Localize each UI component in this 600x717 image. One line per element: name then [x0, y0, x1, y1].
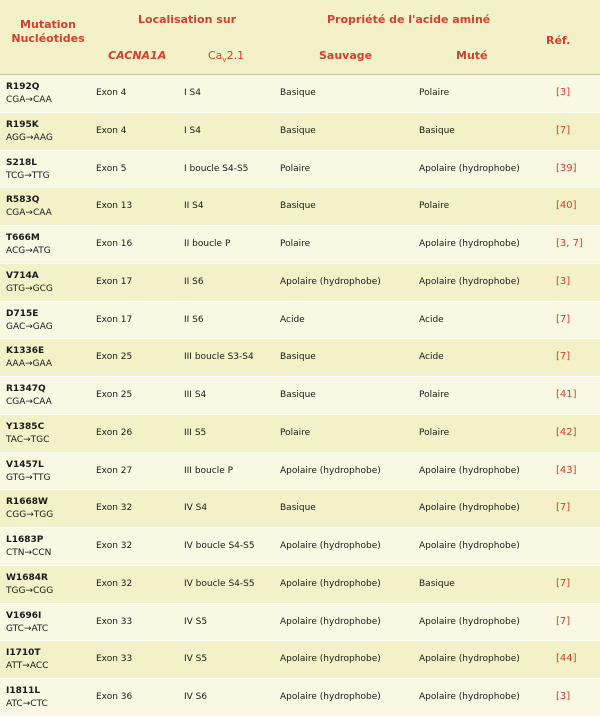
exon-cell: Exon 26 [96, 427, 133, 438]
location-cell: III boucle S3-S4 [184, 352, 254, 363]
table-row [0, 226, 600, 264]
mutation-cell: I1710T [6, 648, 41, 659]
location-cell: III boucle P [184, 465, 234, 476]
table-row [0, 528, 600, 566]
mutant-cell: Basique [419, 125, 455, 136]
table-row [0, 679, 600, 717]
wild-type-cell: Apolaire (hydrophobe) [280, 465, 381, 476]
nucleotide-cell: ACG→ATG [6, 246, 51, 256]
header-sauvage: Sauvage [319, 49, 373, 62]
header-cav-suffix: 2.1 [226, 49, 245, 62]
mutation-cell: K1336E [6, 346, 45, 357]
nucleotide-cell: CTN→CCN [6, 548, 52, 558]
mutation-cell: S218L [6, 157, 38, 168]
nucleotide-cell: CGA→CAA [6, 208, 52, 219]
header-ref: Réf. [546, 34, 571, 47]
mutation-cell: L1683P [6, 535, 44, 545]
nucleotide-cell: GTG→TTG [6, 472, 51, 483]
reference-cell: [41] [556, 389, 577, 400]
wild-type-cell: Apolaire (hydrophobe) [280, 616, 381, 627]
exon-cell: Exon 33 [96, 616, 133, 627]
wild-type-cell: Basique [280, 88, 316, 98]
nucleotide-cell: TAC→TGC [6, 434, 50, 445]
nucleotide-cell: AAA→GAA [6, 359, 53, 370]
header-cacna1a: CACNA1A [108, 49, 167, 62]
mutant-cell: Polaire [419, 427, 450, 438]
exon-cell: Exon 36 [96, 692, 133, 702]
nucleotide-cell: GAC→GAG [6, 321, 53, 332]
exon-cell: Exon 17 [96, 276, 133, 287]
table-row [0, 75, 600, 113]
mutant-cell: Apolaire (hydrophobe) [419, 276, 520, 287]
header-nucleotides-label: Nucléotides [11, 32, 85, 45]
reference-cell: [7] [556, 351, 571, 363]
table-header [0, 0, 600, 74]
nucleotide-cell: CGA→CAA [6, 95, 52, 105]
mutant-cell: Polaire [419, 88, 450, 98]
header-cav21 [208, 49, 244, 67]
table-row [0, 264, 600, 302]
table-row [0, 339, 600, 377]
table-row [0, 113, 600, 151]
location-cell: III S4 [184, 390, 207, 400]
reference-cell: [3] [556, 691, 571, 702]
location-cell: II S6 [184, 276, 204, 287]
nucleotide-cell: TCG→TTG [6, 170, 50, 181]
mutant-cell: Apolaire (hydrophobe) [419, 239, 520, 249]
nucleotide-cell: ATC→CTC [6, 699, 48, 709]
nucleotide-cell: AGG→AAG [6, 132, 53, 143]
location-cell: IV S4 [184, 503, 208, 514]
reference-cell: [3] [556, 275, 571, 287]
mutation-cell: R583Q [6, 195, 40, 206]
mutation-cell: V714A [6, 270, 39, 281]
mutation-cell: V1457L [6, 459, 44, 470]
nucleotide-cell: CGA→CAA [6, 397, 52, 407]
table-row [0, 377, 600, 415]
mutant-cell: Apolaire (hydrophobe) [419, 616, 520, 627]
location-cell: I S4 [184, 125, 201, 136]
wild-type-cell: Polaire [280, 163, 311, 174]
mutation-cell: W1684R [6, 572, 48, 583]
mutation-cell: I1811L [6, 686, 41, 696]
exon-cell: Exon 4 [96, 125, 127, 136]
location-cell: IV S6 [184, 692, 208, 702]
table-body [0, 75, 600, 717]
location-cell: IV S5 [184, 616, 208, 627]
location-cell: I boucle S4-S5 [184, 163, 249, 174]
header-mutation [0, 18, 96, 46]
header-cav-prefix: Ca [208, 49, 223, 62]
mutation-cell: R195K [6, 119, 39, 130]
mutant-cell: Apolaire (hydrophobe) [419, 163, 520, 174]
nucleotide-cell: ATT→ACC [6, 661, 49, 672]
table-row [0, 151, 600, 189]
exon-cell: Exon 27 [96, 465, 133, 476]
reference-cell: [40] [556, 200, 577, 212]
wild-type-cell: Apolaire (hydrophobe) [280, 578, 381, 589]
nucleotide-cell: GTC→ATC [6, 623, 49, 634]
mutation-cell: D715E [6, 308, 39, 319]
exon-cell: Exon 25 [96, 390, 133, 400]
wild-type-cell: Basique [280, 201, 316, 212]
exon-cell: Exon 5 [96, 163, 127, 174]
header-localisation: Localisation sur [138, 13, 237, 26]
exon-cell: Exon 32 [96, 541, 133, 551]
mutation-cell: V1696I [6, 610, 42, 621]
nucleotide-cell: GTG→GCG [6, 283, 53, 294]
mutant-cell: Polaire [419, 201, 450, 212]
exon-cell: Exon 32 [96, 578, 133, 589]
mutant-cell: Apolaire (hydrophobe) [419, 692, 520, 702]
mutation-cell: T666M [6, 233, 40, 243]
wild-type-cell: Basique [280, 352, 316, 363]
reference-cell: [3, 7] [556, 238, 583, 249]
header-cav-sub: v [222, 56, 227, 65]
wild-type-cell: Basique [280, 125, 316, 136]
reference-cell: [7] [556, 313, 571, 325]
exon-cell: Exon 16 [96, 239, 133, 249]
reference-cell: [7] [556, 502, 571, 514]
location-cell: IV S5 [184, 654, 208, 665]
location-cell: II S4 [184, 201, 204, 212]
mutation-cell: R1347Q [6, 384, 46, 394]
wild-type-cell: Apolaire (hydrophobe) [280, 654, 381, 665]
exon-cell: Exon 17 [96, 314, 133, 325]
nucleotide-cell: TGG→CGG [6, 585, 54, 596]
header-mute: Muté [456, 49, 488, 62]
table-row [0, 604, 600, 642]
reference-cell: [44] [556, 653, 577, 665]
exon-cell: Exon 13 [96, 201, 133, 212]
nucleotide-cell: CGG→TGG [6, 510, 54, 521]
table-row [0, 188, 600, 226]
location-cell: II boucle P [184, 239, 231, 249]
reference-cell: [3] [556, 87, 571, 98]
mutant-cell: Basique [419, 578, 455, 589]
header-mutation-label: Mutation [20, 18, 76, 31]
mutation-cell: R1668W [6, 497, 48, 508]
wild-type-cell: Apolaire (hydrophobe) [280, 692, 381, 702]
mutant-cell: Acide [419, 314, 444, 325]
location-cell: IV boucle S4-S5 [184, 578, 255, 589]
location-cell: IV boucle S4-S5 [184, 541, 255, 551]
mutation-cell: Y1385C [6, 421, 45, 432]
wild-type-cell: Basique [280, 503, 316, 514]
mutant-cell: Apolaire (hydrophobe) [419, 654, 520, 665]
wild-type-cell: Apolaire (hydrophobe) [280, 541, 381, 551]
wild-type-cell: Acide [280, 314, 305, 325]
exon-cell: Exon 33 [96, 654, 133, 665]
table-row [0, 415, 600, 453]
reference-cell: [39] [556, 162, 577, 174]
mutant-cell: Acide [419, 352, 444, 363]
wild-type-cell: Polaire [280, 427, 311, 438]
reference-cell: [7] [556, 124, 571, 136]
table-row [0, 453, 600, 491]
wild-type-cell: Apolaire (hydrophobe) [280, 276, 381, 287]
mutant-cell: Apolaire (hydrophobe) [419, 465, 520, 476]
exon-cell: Exon 32 [96, 503, 133, 514]
table-row [0, 566, 600, 604]
mutant-cell: Apolaire (hydrophobe) [419, 541, 520, 551]
exon-cell: Exon 25 [96, 352, 133, 363]
table-row [0, 302, 600, 340]
wild-type-cell: Polaire [280, 239, 311, 249]
mutant-cell: Apolaire (hydrophobe) [419, 503, 520, 514]
header-propriete: Propriété de l'acide aminé [327, 13, 491, 26]
reference-cell: [7] [556, 615, 571, 627]
exon-cell: Exon 4 [96, 88, 127, 98]
location-cell: II S6 [184, 314, 204, 325]
reference-cell: [42] [556, 426, 577, 438]
reference-cell: [7] [556, 577, 571, 589]
location-cell: I S4 [184, 88, 201, 98]
wild-type-cell: Basique [280, 390, 316, 400]
mutation-cell: R192Q [6, 82, 40, 92]
location-cell: III S5 [184, 427, 207, 438]
table-row [0, 641, 600, 679]
reference-cell: [43] [556, 464, 577, 476]
table-row [0, 490, 600, 528]
mutant-cell: Polaire [419, 390, 450, 400]
